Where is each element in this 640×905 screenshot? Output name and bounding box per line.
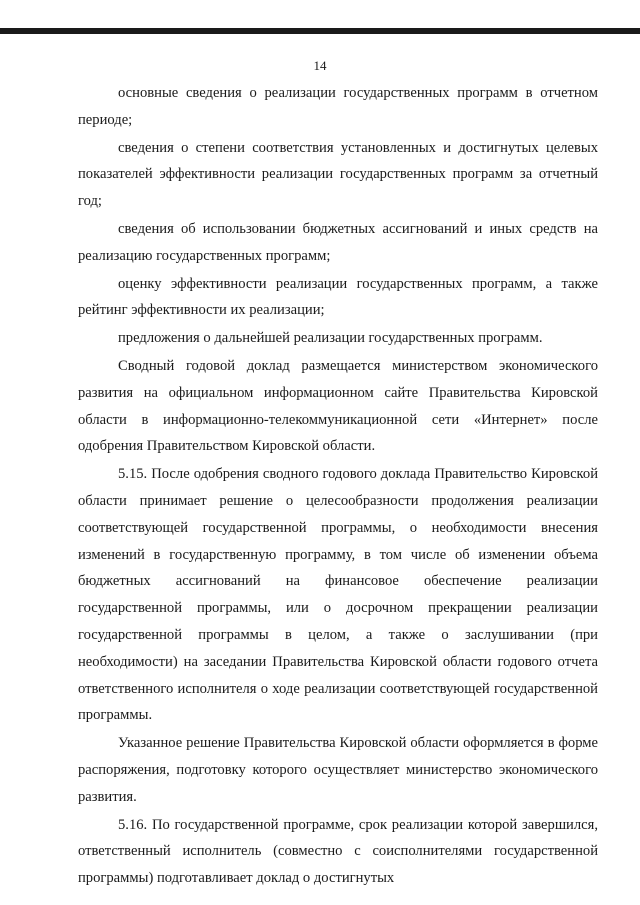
paragraph-section-5-16: 5.16. По государственной программе, срок реализации которой завершился, ответственный исполнитель (совместно с соисполнителями государственной программы) подготавливает доклад о достигнутых [78,816,598,887]
paragraph-decision-form: Указанное решение Правительства Кировской области оформляется в форме распоряжения, подготовку которого осуществляет министерство экономического развития. [78,735,598,805]
paragraph-target-indicators: сведения о степени соответствия установленных и достигнутых целевых показателей эффективности реализации государственных программ за отчетный год; [78,139,598,210]
top-border-rule [0,28,640,34]
document-body [78,80,598,892]
paragraph-basic-info: основные сведения о реализации государственных программ в отчетном периоде; [78,85,598,128]
paragraph-proposals: предложения о дальнейшей реализации государственных программ. [118,330,543,347]
page-number: 14 [313,58,327,73]
paragraph-efficiency-rating: оценку эффективности реализации государственных программ, а также рейтинг эффективности их реализации; [78,275,598,319]
paragraph-section-5-15: 5.15. После одобрения сводного годового доклада Правительство Кировской области принимает решение о целесообразности продолжения реализации соответствующей государственной программы, о необходимости внесения изменений в государственную программу, в том числе об изменении объема бюджетных ассигнований на финансовое обеспечение реализации государственной программы, или о досрочном прекращении реализации государственной программы в целом, а также о заслушивании (при необходимости) на заседании Правительства Кировской области годового отчета ответственного исполнителя о ходе реализации соответствующей государственной программы. [78,466,598,724]
paragraph-report-publication: Сводный годовой доклад размещается министерством экономического развития на официальном информационном сайте Правительства Кировской области в информационно-телекоммуникационной сети «Интернет» после одобрения Правительством Кировской области. [78,357,598,455]
paragraph-budget-usage: сведения об использовании бюджетных ассигнований и иных средств на реализацию государственных программ; [78,220,598,264]
